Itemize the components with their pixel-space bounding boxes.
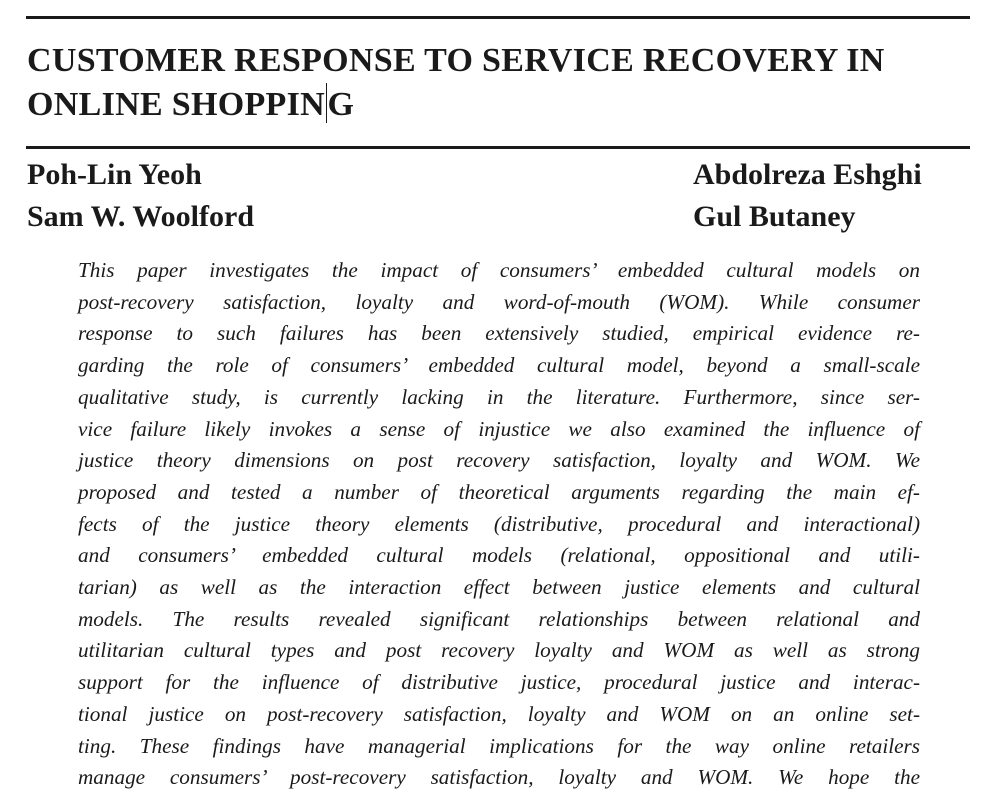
abstract-line: support for the influence of distributive justice, procedural justice and interac-: [78, 670, 920, 695]
author-1: Poh-Lin Yeoh: [27, 158, 202, 191]
abstract-line: proposed and tested a number of theoretical arguments regarding the main ef-: [78, 479, 920, 504]
abstract-line: manage consumers’ post-recovery satisfaction, loyalty and WOM. We hope the: [78, 765, 920, 790]
paper-title: [27, 39, 982, 127]
bottom-rule: [26, 146, 970, 149]
abstract-line: tional justice on post-recovery satisfaction, loyalty and WOM on an online set-: [78, 701, 920, 726]
abstract-line: post-recovery satisfaction, loyalty and word-of-mouth (WOM). While consumer: [78, 289, 920, 314]
author-4: Gul Butaney: [693, 200, 856, 233]
abstract-line: garding the role of consumers’ embedded cultural model, beyond a small-scale: [78, 353, 920, 378]
title-line-1: CUSTOMER RESPONSE TO SERVICE RECOVERY IN: [27, 42, 885, 79]
abstract-line: models. The results revealed significant relationships between relational and: [78, 606, 920, 631]
abstract-line: response to such failures has been extensively studied, empirical evidence re-: [78, 321, 920, 346]
abstract-line: utilitarian cultural types and post recovery loyalty and WOM as well as strong: [78, 638, 920, 663]
author-3: Abdolreza Eshghi: [693, 158, 922, 191]
abstract-line: justice theory dimensions on post recovery satisfaction, loyalty and WOM. We: [78, 448, 920, 473]
abstract-line: vice failure likely invokes a sense of injustice we also examined the influence of: [78, 416, 920, 441]
top-rule: [26, 16, 970, 19]
abstract-line: tarian) as well as the interaction effect between justice elements and cultural: [78, 575, 920, 600]
abstract-line: fects of the justice theory elements (distributive, procedural and interactional): [78, 511, 920, 536]
abstract-line: ting. These findings have managerial implications for the way online retailers: [78, 733, 920, 758]
title-line-2-tail: G: [327, 86, 355, 123]
author-2: Sam W. Woolford: [27, 200, 255, 233]
abstract: [78, 255, 920, 794]
abstract-line: qualitative study, is currently lacking in the literature. Furthermore, since ser-: [78, 384, 920, 409]
title-line-2: [27, 83, 982, 127]
abstract-line: This paper investigates the impact of consumers’ embedded cultural models on: [78, 258, 920, 282]
title-line-2-text: ONLINE SHOPPIN: [27, 86, 325, 123]
abstract-line: and consumers’ embedded cultural models (relational, oppositional and utili-: [78, 543, 920, 568]
